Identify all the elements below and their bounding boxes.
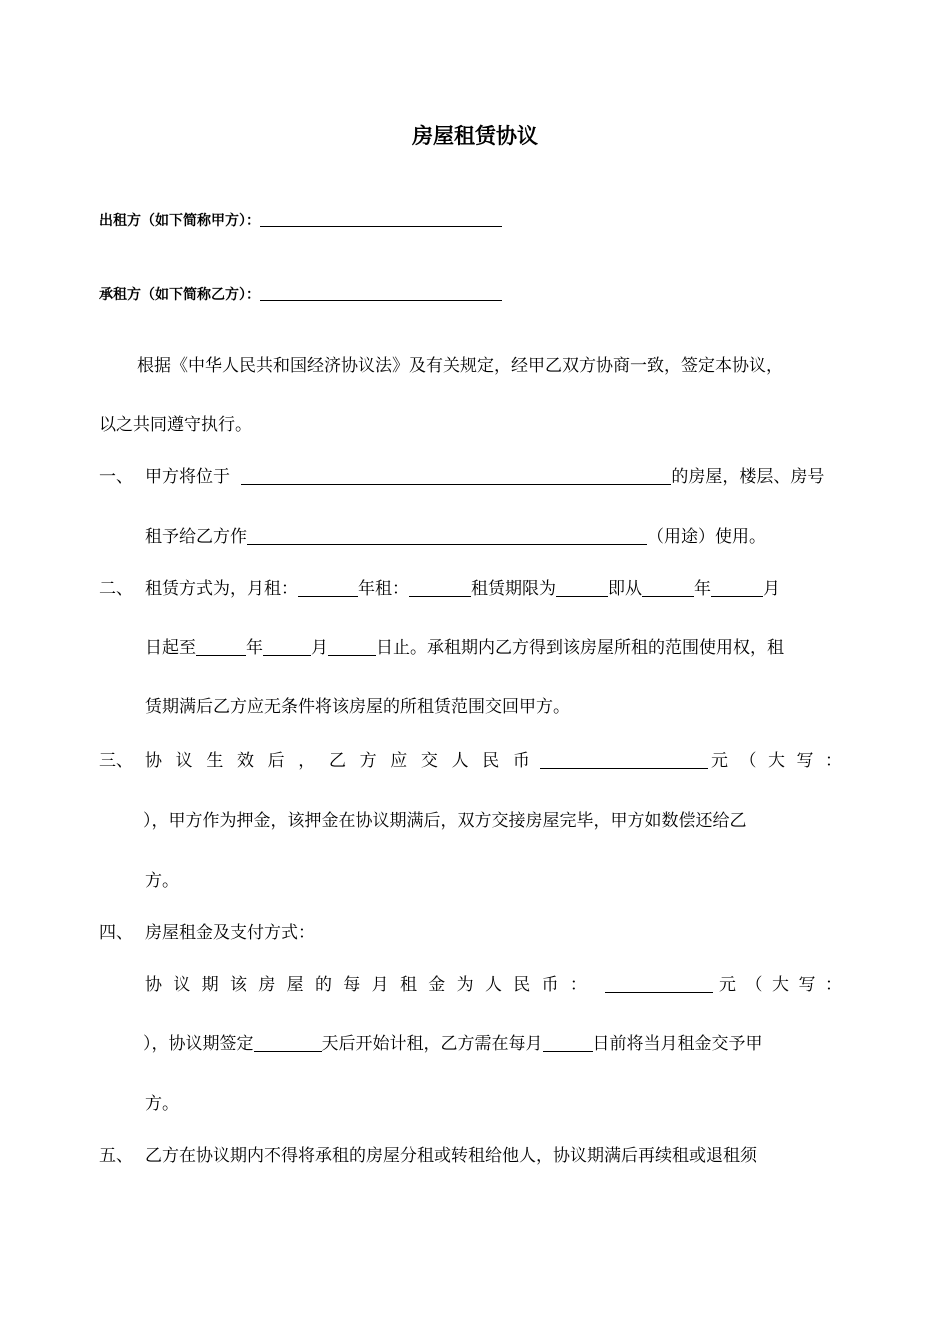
clause-4-line-4: 方。 — [145, 1094, 179, 1114]
clause-3-spaced-text — [145, 751, 530, 771]
clause-3-tail-char: ： — [825, 751, 842, 771]
clause-3-char: ， — [298, 751, 316, 771]
clause-4-tail — [719, 975, 842, 995]
clause-3-char: 币 — [512, 751, 530, 771]
clause-3-line-3: 方。 — [145, 871, 179, 891]
clause-3-char: 交 — [420, 751, 438, 771]
clause-4-char: 月 — [371, 975, 389, 995]
clause-3-char: 应 — [390, 751, 408, 771]
clause-2-text-b: 年租： — [358, 579, 409, 599]
clause-4-tail-char: ： — [825, 975, 842, 995]
deposit-amount-blank[interactable] — [540, 751, 708, 769]
clause-3-char: 人 — [451, 751, 469, 771]
clause-4-char: 议 — [173, 975, 191, 995]
clause-3-tail-char: 写 — [796, 751, 814, 771]
clause-4-char: 屋 — [286, 975, 304, 995]
clause-3-number: 三、 — [99, 751, 133, 771]
lessee-line — [99, 284, 502, 304]
clause-1-text-a: 甲方将位于 — [145, 467, 230, 487]
clause-2-text-f: 月 — [763, 579, 780, 599]
clause-1-text-b: 的房屋，楼层、房号 — [671, 467, 825, 487]
clause-2-text-a: 租赁方式为，月租： — [145, 579, 298, 599]
clause-4-tail-char: （ — [745, 975, 763, 995]
clause-4-text-e: 日前将当月租金交予甲 — [592, 1034, 763, 1054]
monthly-rent-amount-wrap — [605, 975, 713, 995]
clause-3-line-2: ），甲方作为押金，该押金在协议期满后，双方交接房屋完毕，甲方如数偿还给乙 — [143, 811, 747, 831]
lessor-label: 出租方（如下简称甲方）： — [99, 213, 260, 229]
clause-1-text-d: （用途）使用。 — [647, 527, 766, 547]
purpose-blank[interactable] — [247, 527, 647, 545]
clause-4-char: 协 — [145, 975, 162, 995]
yearly-rent-blank[interactable] — [409, 579, 471, 597]
clause-4-char: ： — [569, 975, 587, 995]
clause-4-spaced-text — [145, 975, 587, 995]
clause-3-tail-char: 元 — [711, 751, 728, 771]
clause-3-tail — [711, 751, 842, 771]
clause-4-char: 每 — [343, 975, 361, 995]
clause-2-text-d: 即从 — [608, 579, 642, 599]
lessor-line — [99, 210, 502, 230]
clause-3-char: 后 — [267, 751, 285, 771]
clause-3-char: 方 — [359, 751, 377, 771]
clause-3-char: 民 — [482, 751, 500, 771]
location-blank[interactable] — [241, 467, 671, 485]
clause-3-tail-char: （ — [739, 751, 757, 771]
clause-4-char: 金 — [428, 975, 446, 995]
clause-4-line-1: 房屋租金及支付方式： — [145, 923, 315, 943]
clause-2-text-h: 年 — [246, 638, 263, 658]
clause-4-char: 人 — [484, 975, 502, 995]
clause-3-char: 议 — [175, 751, 193, 771]
clause-4-tail-char: 大 — [772, 975, 789, 995]
deposit-blank-wrap — [540, 751, 708, 771]
monthly-rent-blank[interactable] — [298, 579, 358, 597]
clause-1-line-1 — [145, 467, 824, 487]
clause-4-line-3 — [143, 1034, 763, 1054]
pay-day-blank[interactable] — [543, 1034, 593, 1052]
clause-2-text-i: 月 — [311, 638, 328, 658]
clause-5-line-1: 乙方在协议期内不得将承租的房屋分租或转租给他人，协议期满后再续租或退租须 — [145, 1146, 757, 1166]
start-days-blank[interactable] — [254, 1034, 322, 1052]
clause-3-char: 乙 — [328, 751, 346, 771]
lessee-label: 承租方（如下简称乙方）： — [99, 287, 260, 303]
intro-line-2: 以之共同遵守执行。 — [99, 415, 252, 435]
clause-4-char: 该 — [229, 975, 247, 995]
clause-4-char: 期 — [201, 975, 219, 995]
end-month-blank[interactable] — [263, 638, 311, 656]
end-year-blank[interactable] — [196, 638, 246, 656]
intro-line-1: 根据《中华人民共和国经济协议法》及有关规定，经甲乙双方协商一致，签定本协议， — [137, 356, 783, 376]
start-month-blank[interactable] — [711, 579, 763, 597]
clause-4-tail-char: 元 — [719, 975, 736, 995]
clause-4-char: 民 — [513, 975, 531, 995]
clause-2-text-j: 日止。承租期内乙方得到该房屋所租的范围使用权，租 — [376, 638, 784, 658]
clause-2-line-3: 赁期满后乙方应无条件将该房屋的所租赁范围交回甲方。 — [145, 697, 570, 717]
clause-3-tail-char: 大 — [768, 751, 785, 771]
clause-3-char: 生 — [206, 751, 224, 771]
clause-5-number: 五、 — [99, 1146, 133, 1166]
document-title: 房屋租赁协议 — [412, 123, 538, 148]
clause-4-char: 为 — [456, 975, 474, 995]
clause-4-char: 房 — [258, 975, 276, 995]
clause-4-text-d: 天后开始计租，乙方需在每月 — [321, 1034, 543, 1054]
monthly-rent-amount-blank[interactable] — [605, 975, 713, 993]
clause-4-char: 租 — [399, 975, 417, 995]
lessor-blank[interactable] — [260, 212, 502, 227]
clause-2-number: 二、 — [99, 579, 133, 599]
clause-2-text-g: 日起至 — [145, 638, 196, 658]
clause-1-line-2 — [145, 527, 766, 547]
start-year-blank[interactable] — [642, 579, 694, 597]
clause-4-tail-char: 写 — [798, 975, 816, 995]
term-blank[interactable] — [556, 579, 608, 597]
clause-2-text-e: 年 — [694, 579, 711, 599]
lessee-blank[interactable] — [260, 286, 502, 301]
clause-4-char: 的 — [314, 975, 332, 995]
clause-2-line-1 — [145, 579, 780, 599]
clause-2-text-c: 租赁期限为 — [471, 579, 556, 599]
clause-3-char: 效 — [236, 751, 254, 771]
clause-4-number: 四、 — [99, 923, 133, 943]
clause-2-line-2 — [145, 638, 784, 658]
clause-4-char: 币 — [541, 975, 559, 995]
clause-3-char: 协 — [145, 751, 162, 771]
end-day-blank[interactable] — [328, 638, 376, 656]
clause-1-number: 一、 — [99, 467, 133, 487]
clause-1-text-c: 租予给乙方作 — [145, 527, 247, 547]
clause-4-text-c: ），协议期签定 — [143, 1034, 254, 1054]
